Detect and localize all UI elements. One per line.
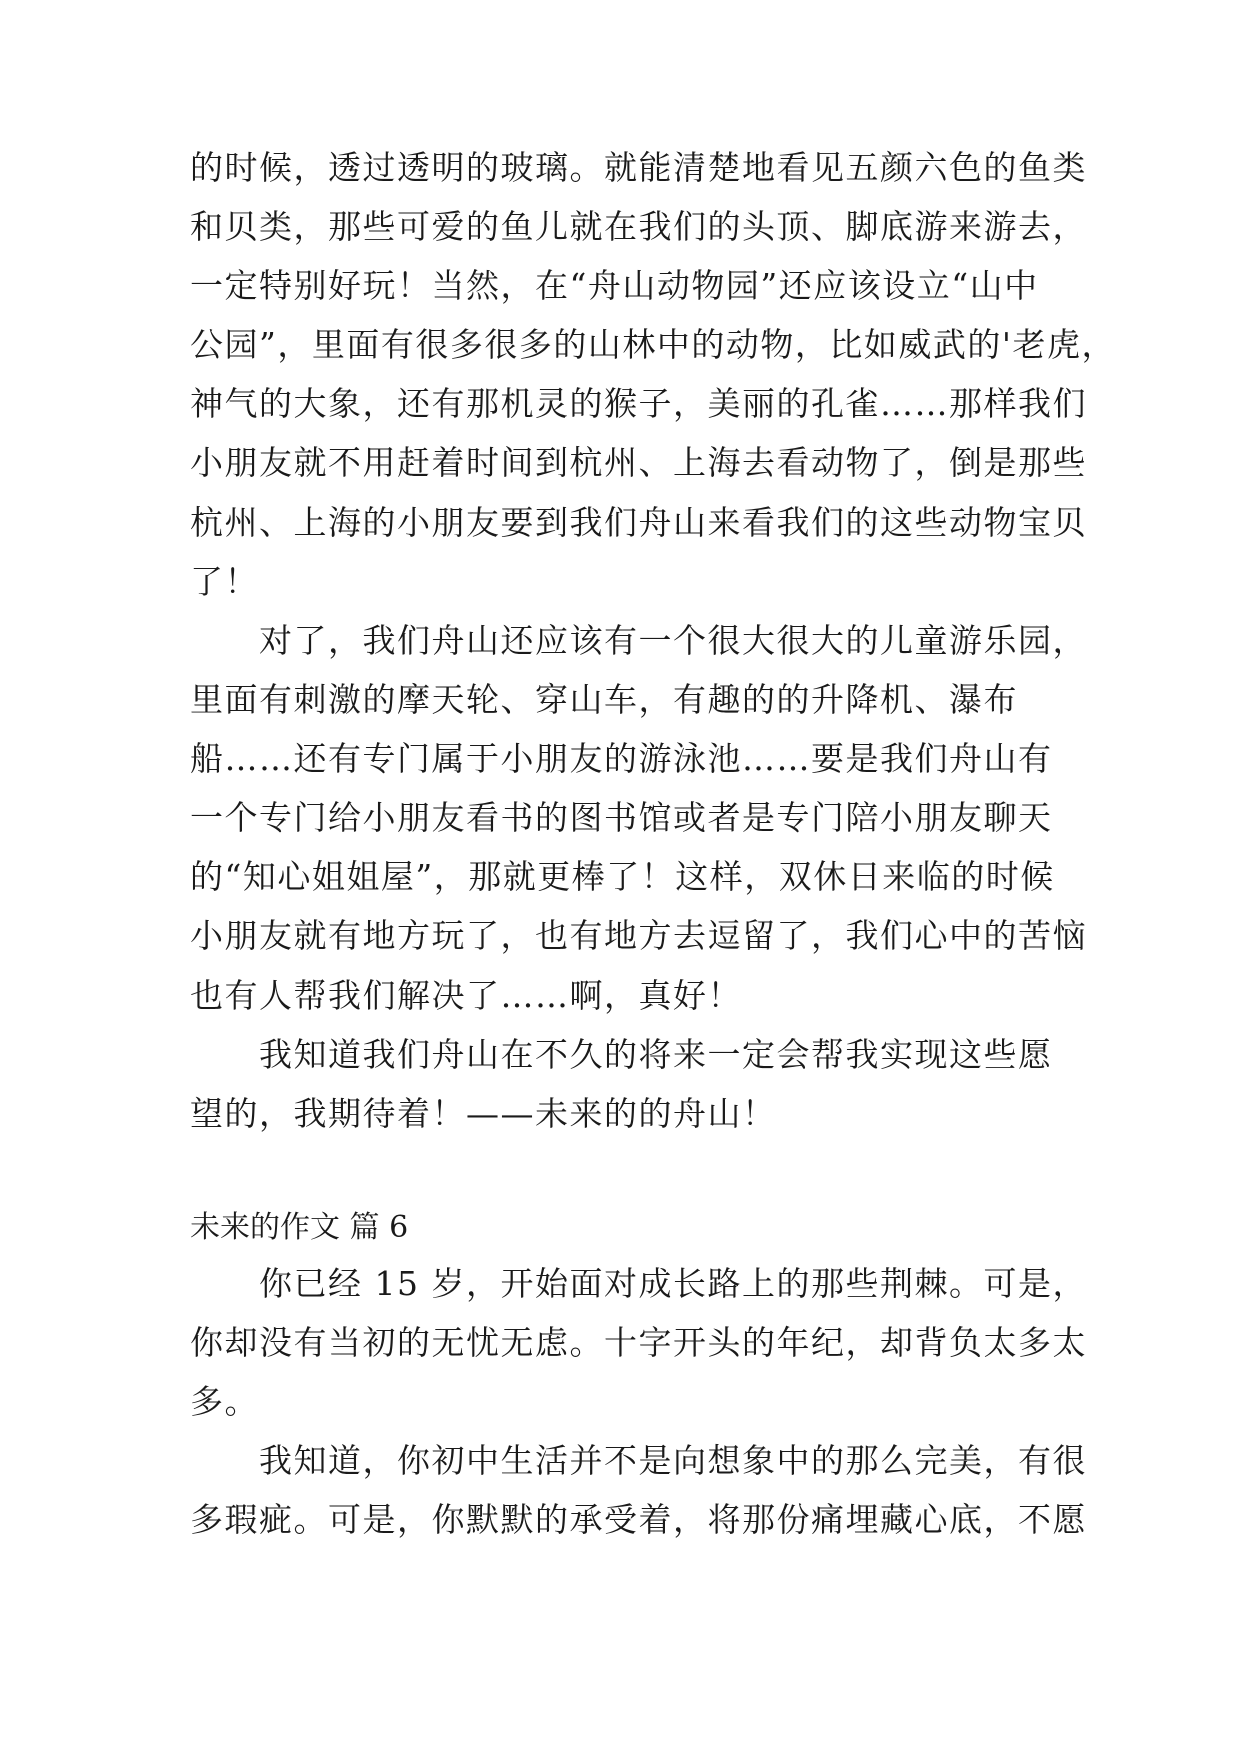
text-line: 和贝类，那些可爱的鱼儿就在我们的头顶、脚底游来游去， — [190, 207, 1087, 246]
text-line: 多。 — [190, 1382, 259, 1421]
text-line: 的“知心姐姐屋”，那就更棒了！这样，双休日来临的时候 — [190, 857, 1055, 896]
text-line: 里面有刺激的摩天轮、穿山车，有趣的的升降机、瀑布 — [190, 680, 1018, 719]
text-line: 一定特别好玩！当然，在“舟山动物园”还应该设立“山中 — [190, 266, 1039, 305]
paragraph-first-line: 我知道我们舟山在不久的将来一定会帮我实现这些愿 — [259, 1035, 1053, 1074]
text-line: 多瑕疵。可是，你默默的承受着，将那份痛埋藏心底，不愿 — [190, 1500, 1087, 1539]
text-line: 神气的大象，还有那机灵的猴子，美丽的孔雀……那样我们 — [190, 384, 1087, 423]
text-line: 了！ — [190, 562, 259, 601]
text-line: 公园”，里面有很多很多的山林中的动物，比如威武的'老虎， — [190, 325, 1116, 364]
text-line: 杭州、上海的小朋友要到我们舟山来看我们的这些动物宝贝 — [190, 503, 1087, 542]
text-line: 小朋友就不用赶着时间到杭州、上海去看动物了，倒是那些 — [190, 443, 1087, 482]
paragraph-first-line: 对了，我们舟山还应该有一个很大很大的儿童游乐园， — [259, 621, 1087, 660]
paragraph-first-line: 你已经 15 岁，开始面对成长路上的那些荆棘。可是， — [259, 1264, 1087, 1303]
text-line: 一个专门给小朋友看书的图书馆或者是专门陪小朋友聊天 — [190, 798, 1053, 837]
text-line: 的时候，透过透明的玻璃。就能清楚地看见五颜六色的鱼类 — [190, 148, 1087, 187]
paragraph-first-line: 我知道，你初中生活并不是向想象中的那么完美，有很 — [259, 1441, 1087, 1480]
text-line: 望的，我期待着！——未来的的舟山！ — [190, 1094, 777, 1133]
text-line: 你却没有当初的无忧无虑。十字开头的年纪，却背负太多太 — [190, 1323, 1087, 1362]
text-line: 船……还有专门属于小朋友的游泳池……要是我们舟山有 — [190, 739, 1053, 778]
text-line: 小朋友就有地方玩了，也有地方去逗留了，我们心中的苦恼 — [190, 916, 1087, 955]
text-line: 也有人帮我们解决了……啊，真好！ — [190, 976, 742, 1015]
section-heading: 未来的作文 篇 6 — [190, 1210, 409, 1245]
